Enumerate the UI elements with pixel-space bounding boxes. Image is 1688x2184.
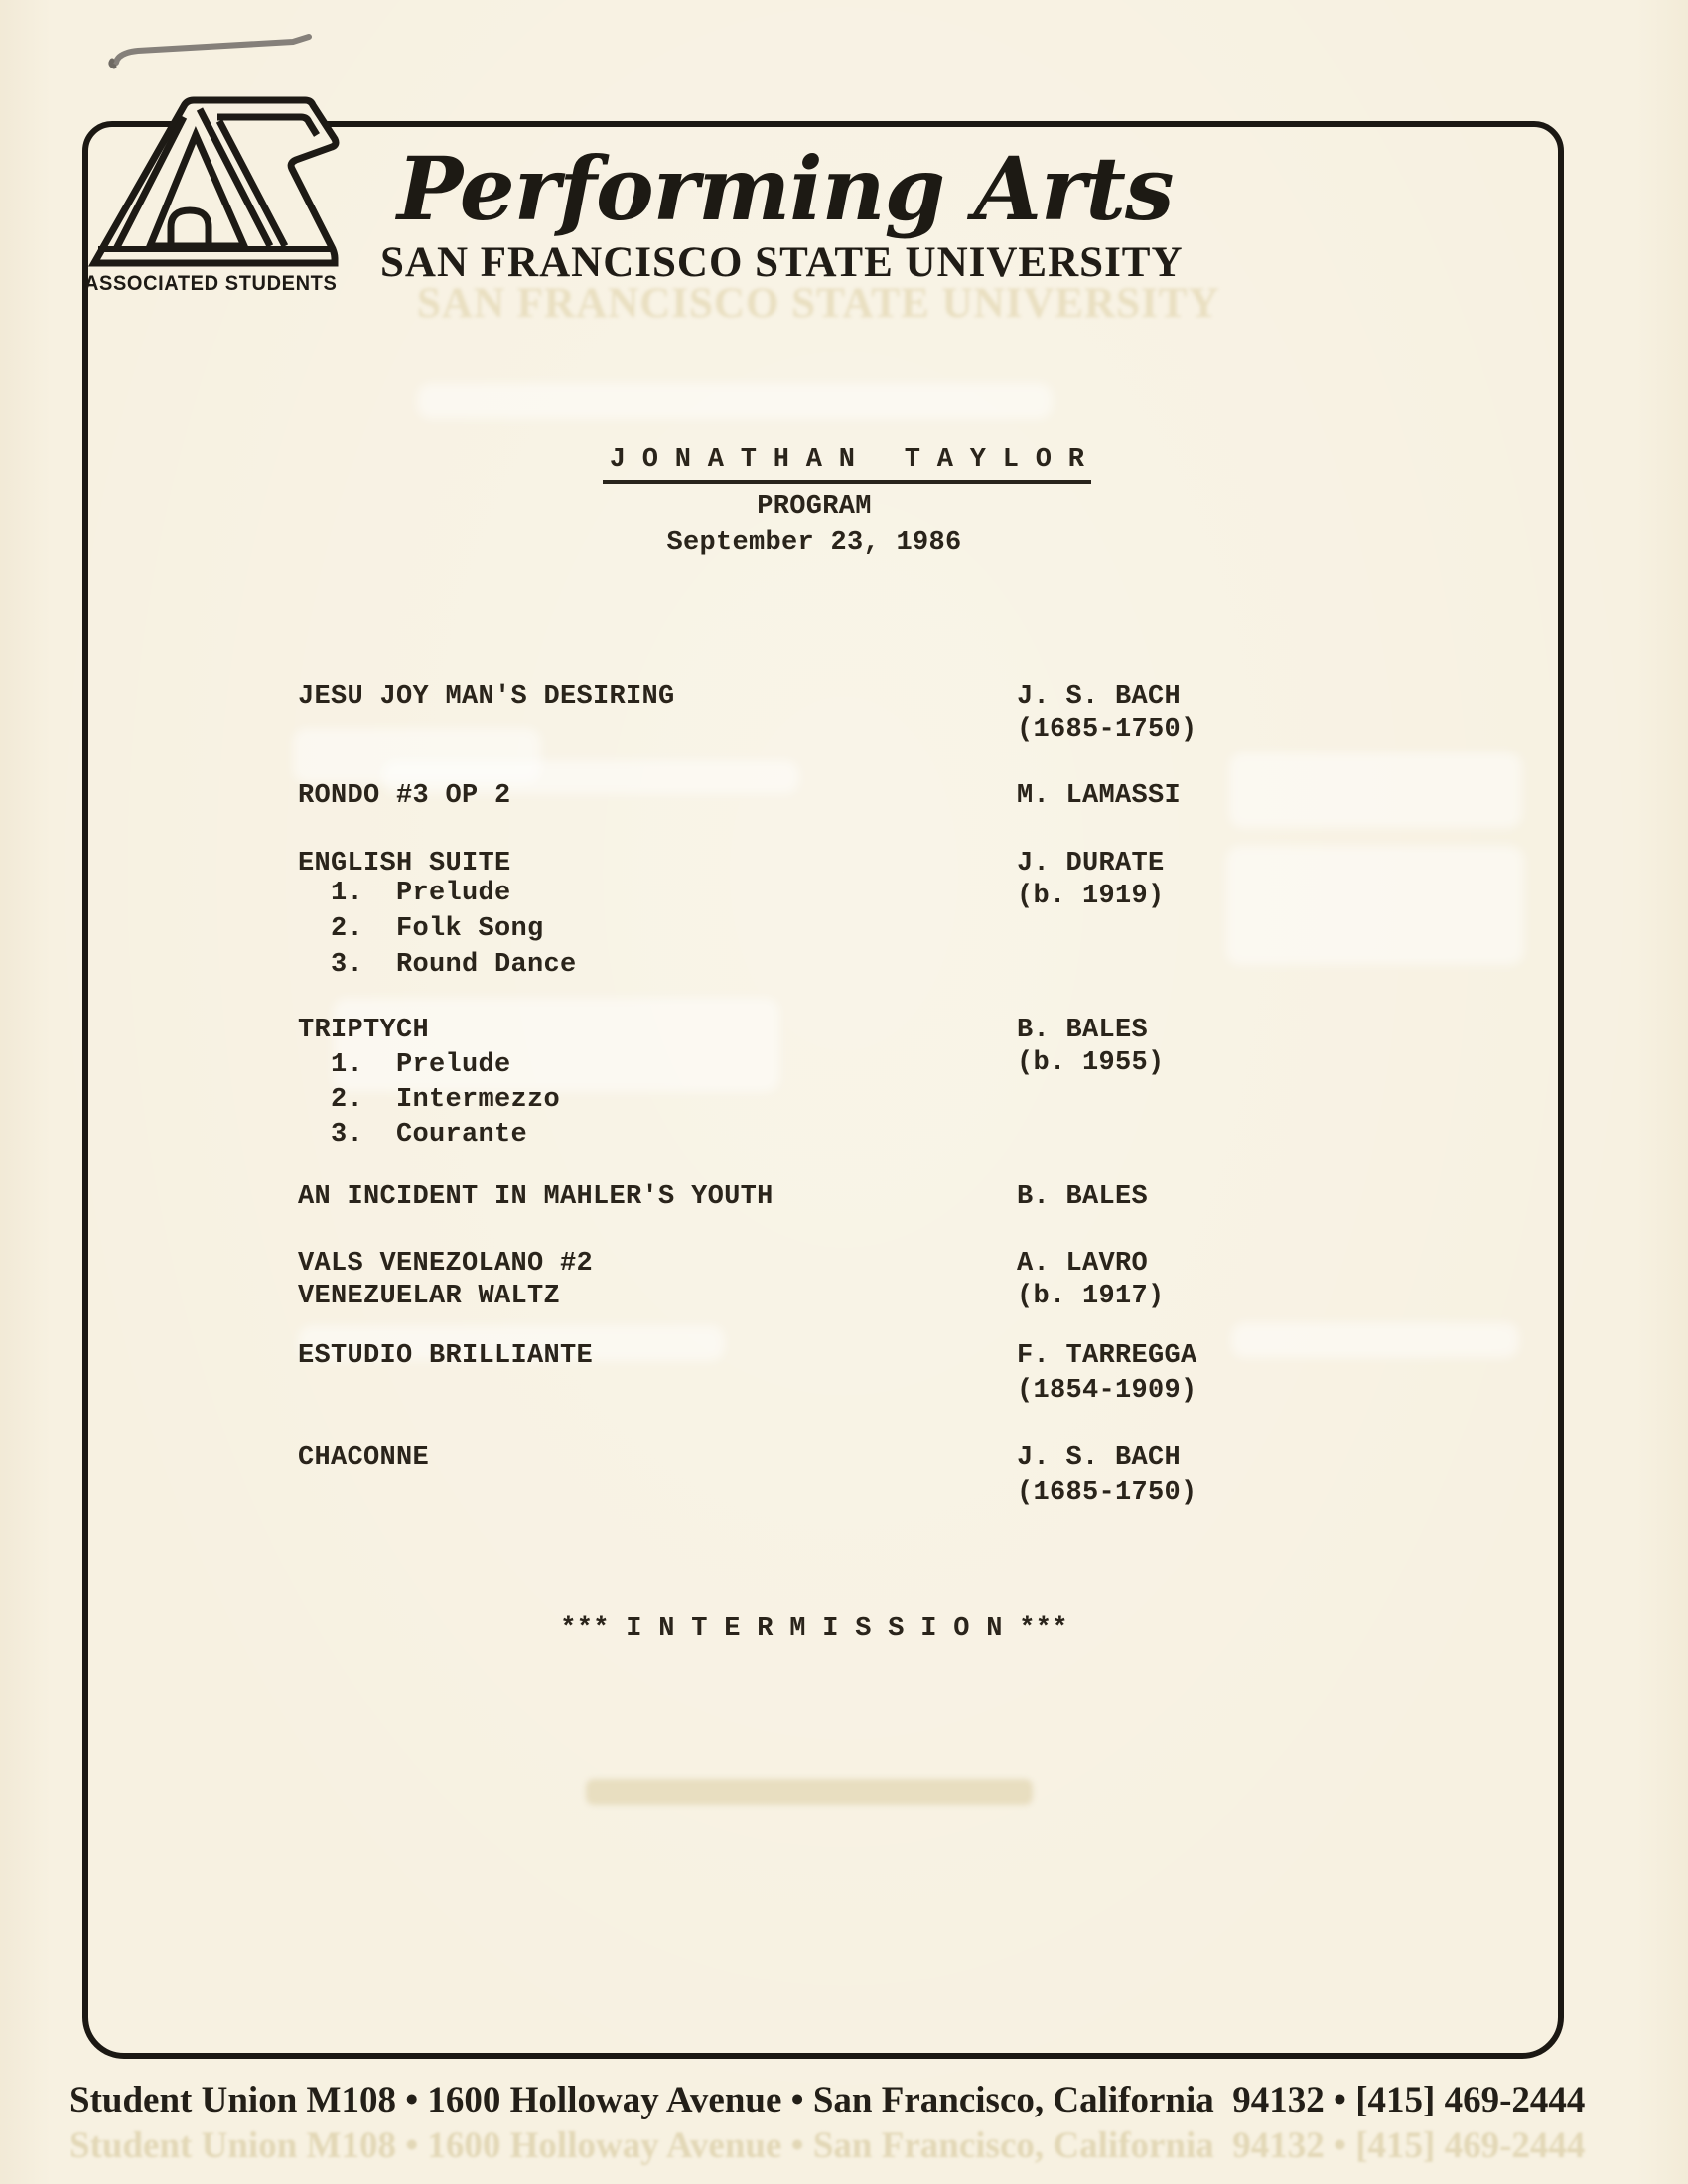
piece-title: VALS VENEZOLANO #2 xyxy=(298,1249,594,1279)
pen-scuff-mark xyxy=(94,25,352,74)
intermission-label: *** I N T E R M I S S I O N *** xyxy=(560,1614,1068,1644)
composer-dates: (b. 1919) xyxy=(1017,882,1165,911)
as-monogram-icon xyxy=(84,95,345,270)
composer-name: A. LAVRO xyxy=(1017,1249,1149,1279)
movement: 2. Folk Song xyxy=(331,914,544,944)
piece-subtitle: VENEZUELAR WALTZ xyxy=(298,1282,561,1311)
scan-artifact xyxy=(1226,846,1524,965)
ghost-print-artifact xyxy=(586,1779,1033,1805)
logo-caption: ASSOCIATED STUDENTS xyxy=(84,272,338,296)
piece-title: AN INCIDENT IN MAHLER'S YOUTH xyxy=(298,1182,774,1212)
piece-title: JESU JOY MAN'S DESIRING xyxy=(298,682,675,712)
composer-name: J. S. BACH xyxy=(1017,1443,1182,1473)
composer-name: B. BALES xyxy=(1017,1182,1149,1212)
composer-name: J. DURATE xyxy=(1017,849,1165,879)
masthead-subtitle-ghost: SAN FRANCISCO STATE UNIVERSITY xyxy=(417,280,1220,327)
program-date: September 23, 1986 xyxy=(666,528,962,558)
composer-name: J. S. BACH xyxy=(1017,682,1182,712)
scan-artifact xyxy=(1231,1322,1519,1358)
footer-address-ghost: Student Union M108 • 1600 Holloway Avenue • San Francisco, California 94132 • [415] 469-2444 xyxy=(70,2125,1586,2166)
piece-title: RONDO #3 OP 2 xyxy=(298,781,511,811)
composer-dates: (1685-1750) xyxy=(1017,715,1197,745)
composer-name: B. BALES xyxy=(1017,1016,1149,1045)
scan-artifact xyxy=(1229,752,1522,828)
movement: 1. Prelude xyxy=(331,1050,511,1080)
composer-name: M. LAMASSI xyxy=(1017,781,1182,811)
movement: 3. Round Dance xyxy=(331,950,577,980)
performer-name-text: J O N A T H A N T A Y L O R xyxy=(603,445,1092,484)
piece-title: CHACONNE xyxy=(298,1443,430,1473)
footer-address: Student Union M108 • 1600 Holloway Avenue • San Francisco, California 94132 • [415] 469-2444 xyxy=(70,2080,1586,2120)
associated-students-logo xyxy=(84,95,349,295)
composer-dates: (1685-1750) xyxy=(1017,1478,1197,1508)
program-label: PROGRAM xyxy=(757,492,872,522)
piece-title: ENGLISH SUITE xyxy=(298,849,511,879)
composer-dates: (1854-1909) xyxy=(1017,1376,1197,1406)
piece-title: TRIPTYCH xyxy=(298,1016,430,1045)
composer-dates: (b. 1917) xyxy=(1017,1282,1165,1311)
composer-name: F. TARREGGA xyxy=(1017,1341,1197,1371)
movement: 3. Courante xyxy=(331,1120,528,1150)
masthead-subtitle: SAN FRANCISCO STATE UNIVERSITY xyxy=(380,239,1184,286)
composer-dates: (b. 1955) xyxy=(1017,1048,1165,1078)
piece-title: ESTUDIO BRILLIANTE xyxy=(298,1341,594,1371)
masthead-title: Performing Arts xyxy=(397,137,1174,240)
movement: 2. Intermezzo xyxy=(331,1085,561,1115)
movement: 1. Prelude xyxy=(331,879,511,908)
